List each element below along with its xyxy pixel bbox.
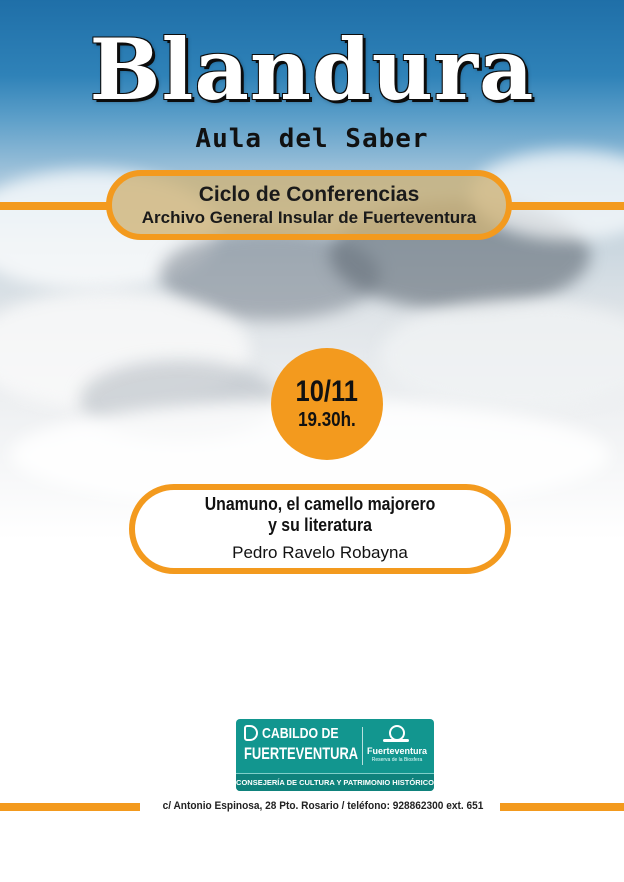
series-banner	[106, 170, 512, 240]
series-title: Ciclo de Conferencias	[198, 182, 420, 206]
logo-name-line2: FUERTEVENTURA	[244, 744, 359, 763]
series-organizer: Archivo General Insular de Fuerteventura	[141, 207, 477, 227]
footer-address: c/ Antonio Espinosa, 28 Pto. Rosario / teléfono: 928862300 ext. 651	[162, 800, 484, 812]
poster-title: Blandura	[89, 20, 535, 119]
cloud	[380, 300, 624, 410]
department-label: CONSEJERÍA DE CULTURA Y PATRIMONIO HISTÓRICO	[236, 773, 434, 791]
logo-header	[236, 719, 434, 771]
logo-name-line1: CABILDO DE	[262, 725, 339, 742]
event-time: 19.30h.	[298, 409, 356, 431]
event-date: 10/11	[295, 375, 359, 408]
accent-line-right	[508, 202, 624, 210]
brand-tagline: Reserva de la Biosfera	[371, 757, 423, 763]
logo-divider	[362, 727, 363, 765]
footer-line-left	[0, 803, 140, 811]
snail-base-icon	[383, 739, 409, 742]
talk-box	[129, 484, 511, 574]
footer-line-right	[500, 803, 624, 811]
cabildo-logo	[236, 719, 434, 791]
talk-title-line2: y su literatura	[268, 515, 372, 535]
poster-subtitle: Aula del Saber	[195, 124, 429, 154]
brand-name: Fuerteventura	[366, 746, 428, 756]
cabildo-emblem-icon	[244, 725, 258, 741]
speaker-name: Pedro Ravelo Robayna	[232, 543, 408, 562]
accent-line-left	[0, 202, 110, 210]
talk-title-line1: Unamuno, el camello majorero	[204, 494, 436, 514]
date-badge	[271, 348, 383, 460]
